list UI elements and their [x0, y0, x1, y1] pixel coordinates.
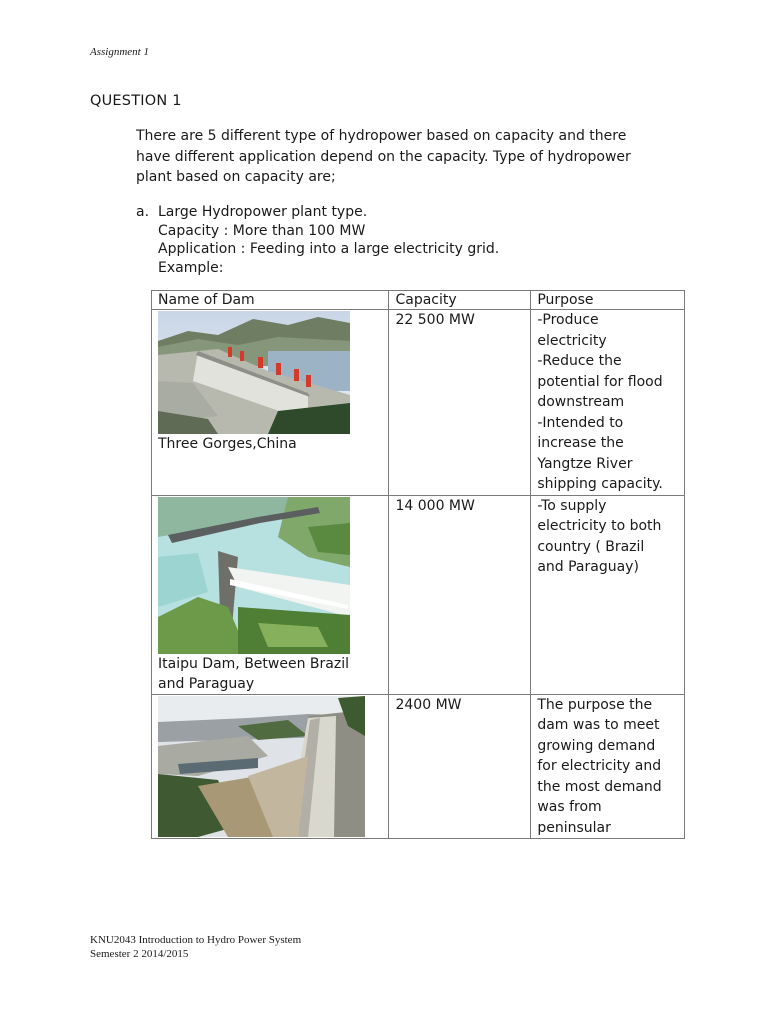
header-note: Assignment 1	[90, 46, 149, 58]
purpose-line: was from	[537, 799, 602, 815]
purpose-line: growing demand	[537, 737, 656, 754]
table-row	[152, 310, 685, 496]
purpose-line: potential for flood	[537, 373, 663, 390]
purpose-line: shipping capacity.	[537, 476, 663, 492]
header-capacity: Capacity	[389, 291, 531, 310]
purpose-line: for electricity and	[537, 758, 662, 774]
header-name-of-dam: Name of Dam	[152, 291, 389, 310]
purpose-line: dam was to meet	[537, 717, 660, 733]
footer-course: KNU2043 Introduction to Hydro Power System	[90, 934, 302, 946]
dam-name-line: Itaipu Dam, Between Brazil	[158, 655, 349, 672]
table-header-row	[152, 291, 685, 310]
table-row	[152, 694, 685, 839]
dam-capacity: 14 000 MW	[389, 495, 531, 694]
purpose-line: electricity to both	[537, 518, 662, 534]
intro-paragraph	[136, 126, 696, 188]
header-purpose: Purpose	[531, 291, 685, 310]
list-line: Large Hydropower plant type.	[158, 204, 368, 220]
question-title: QUESTION 1	[90, 93, 182, 109]
purpose-line: peninsular	[537, 819, 611, 836]
purpose-line: -Reduce the	[537, 353, 622, 369]
dam-photo	[158, 696, 365, 837]
purpose-line: -Produce	[537, 312, 599, 328]
purpose-line: -Intended to	[537, 414, 624, 431]
intro-line: have different application depend on the capacity. Type of hydropower	[136, 148, 631, 165]
dam-capacity: 22 500 MW	[389, 310, 531, 496]
table-row	[152, 495, 685, 694]
purpose-line: country ( Brazil	[537, 538, 645, 555]
purpose-line: The purpose the	[537, 696, 653, 713]
intro-line: plant based on capacity are;	[136, 169, 336, 185]
page-footer	[90, 934, 301, 961]
purpose-line: electricity	[537, 332, 607, 349]
purpose-line: and Paraguay)	[537, 559, 639, 575]
dam-capacity: 2400 MW	[389, 694, 531, 839]
purpose-line: downstream	[537, 394, 625, 410]
dam-cell	[152, 310, 389, 496]
dam-cell	[152, 694, 389, 839]
dam-purpose	[531, 310, 685, 496]
purpose-line: Yangtze River	[537, 455, 633, 472]
dam-purpose	[531, 495, 685, 694]
dams-table	[151, 290, 685, 839]
list-item-text	[158, 203, 499, 277]
purpose-line: -To supply	[537, 497, 607, 514]
list-line: Capacity : More than 100 MW	[158, 222, 366, 239]
itaipu-dam-photo	[158, 497, 350, 654]
dam-name: Three Gorges,China	[158, 436, 297, 452]
purpose-line: increase the	[537, 435, 624, 451]
footer-semester: Semester 2 2014/2015	[90, 947, 189, 960]
three-gorges-dam-photo	[158, 311, 350, 434]
dam-name-line: and Paraguay	[158, 675, 255, 692]
list-line: Application : Feeding into a large electricity grid.	[158, 241, 500, 258]
list-line: Example:	[158, 259, 224, 276]
intro-line: There are 5 different type of hydropower based on capacity and there	[136, 128, 627, 144]
list-marker: a.	[136, 204, 150, 220]
dam-purpose	[531, 694, 685, 839]
dam-cell	[152, 495, 389, 694]
purpose-line: the most demand	[537, 778, 662, 795]
